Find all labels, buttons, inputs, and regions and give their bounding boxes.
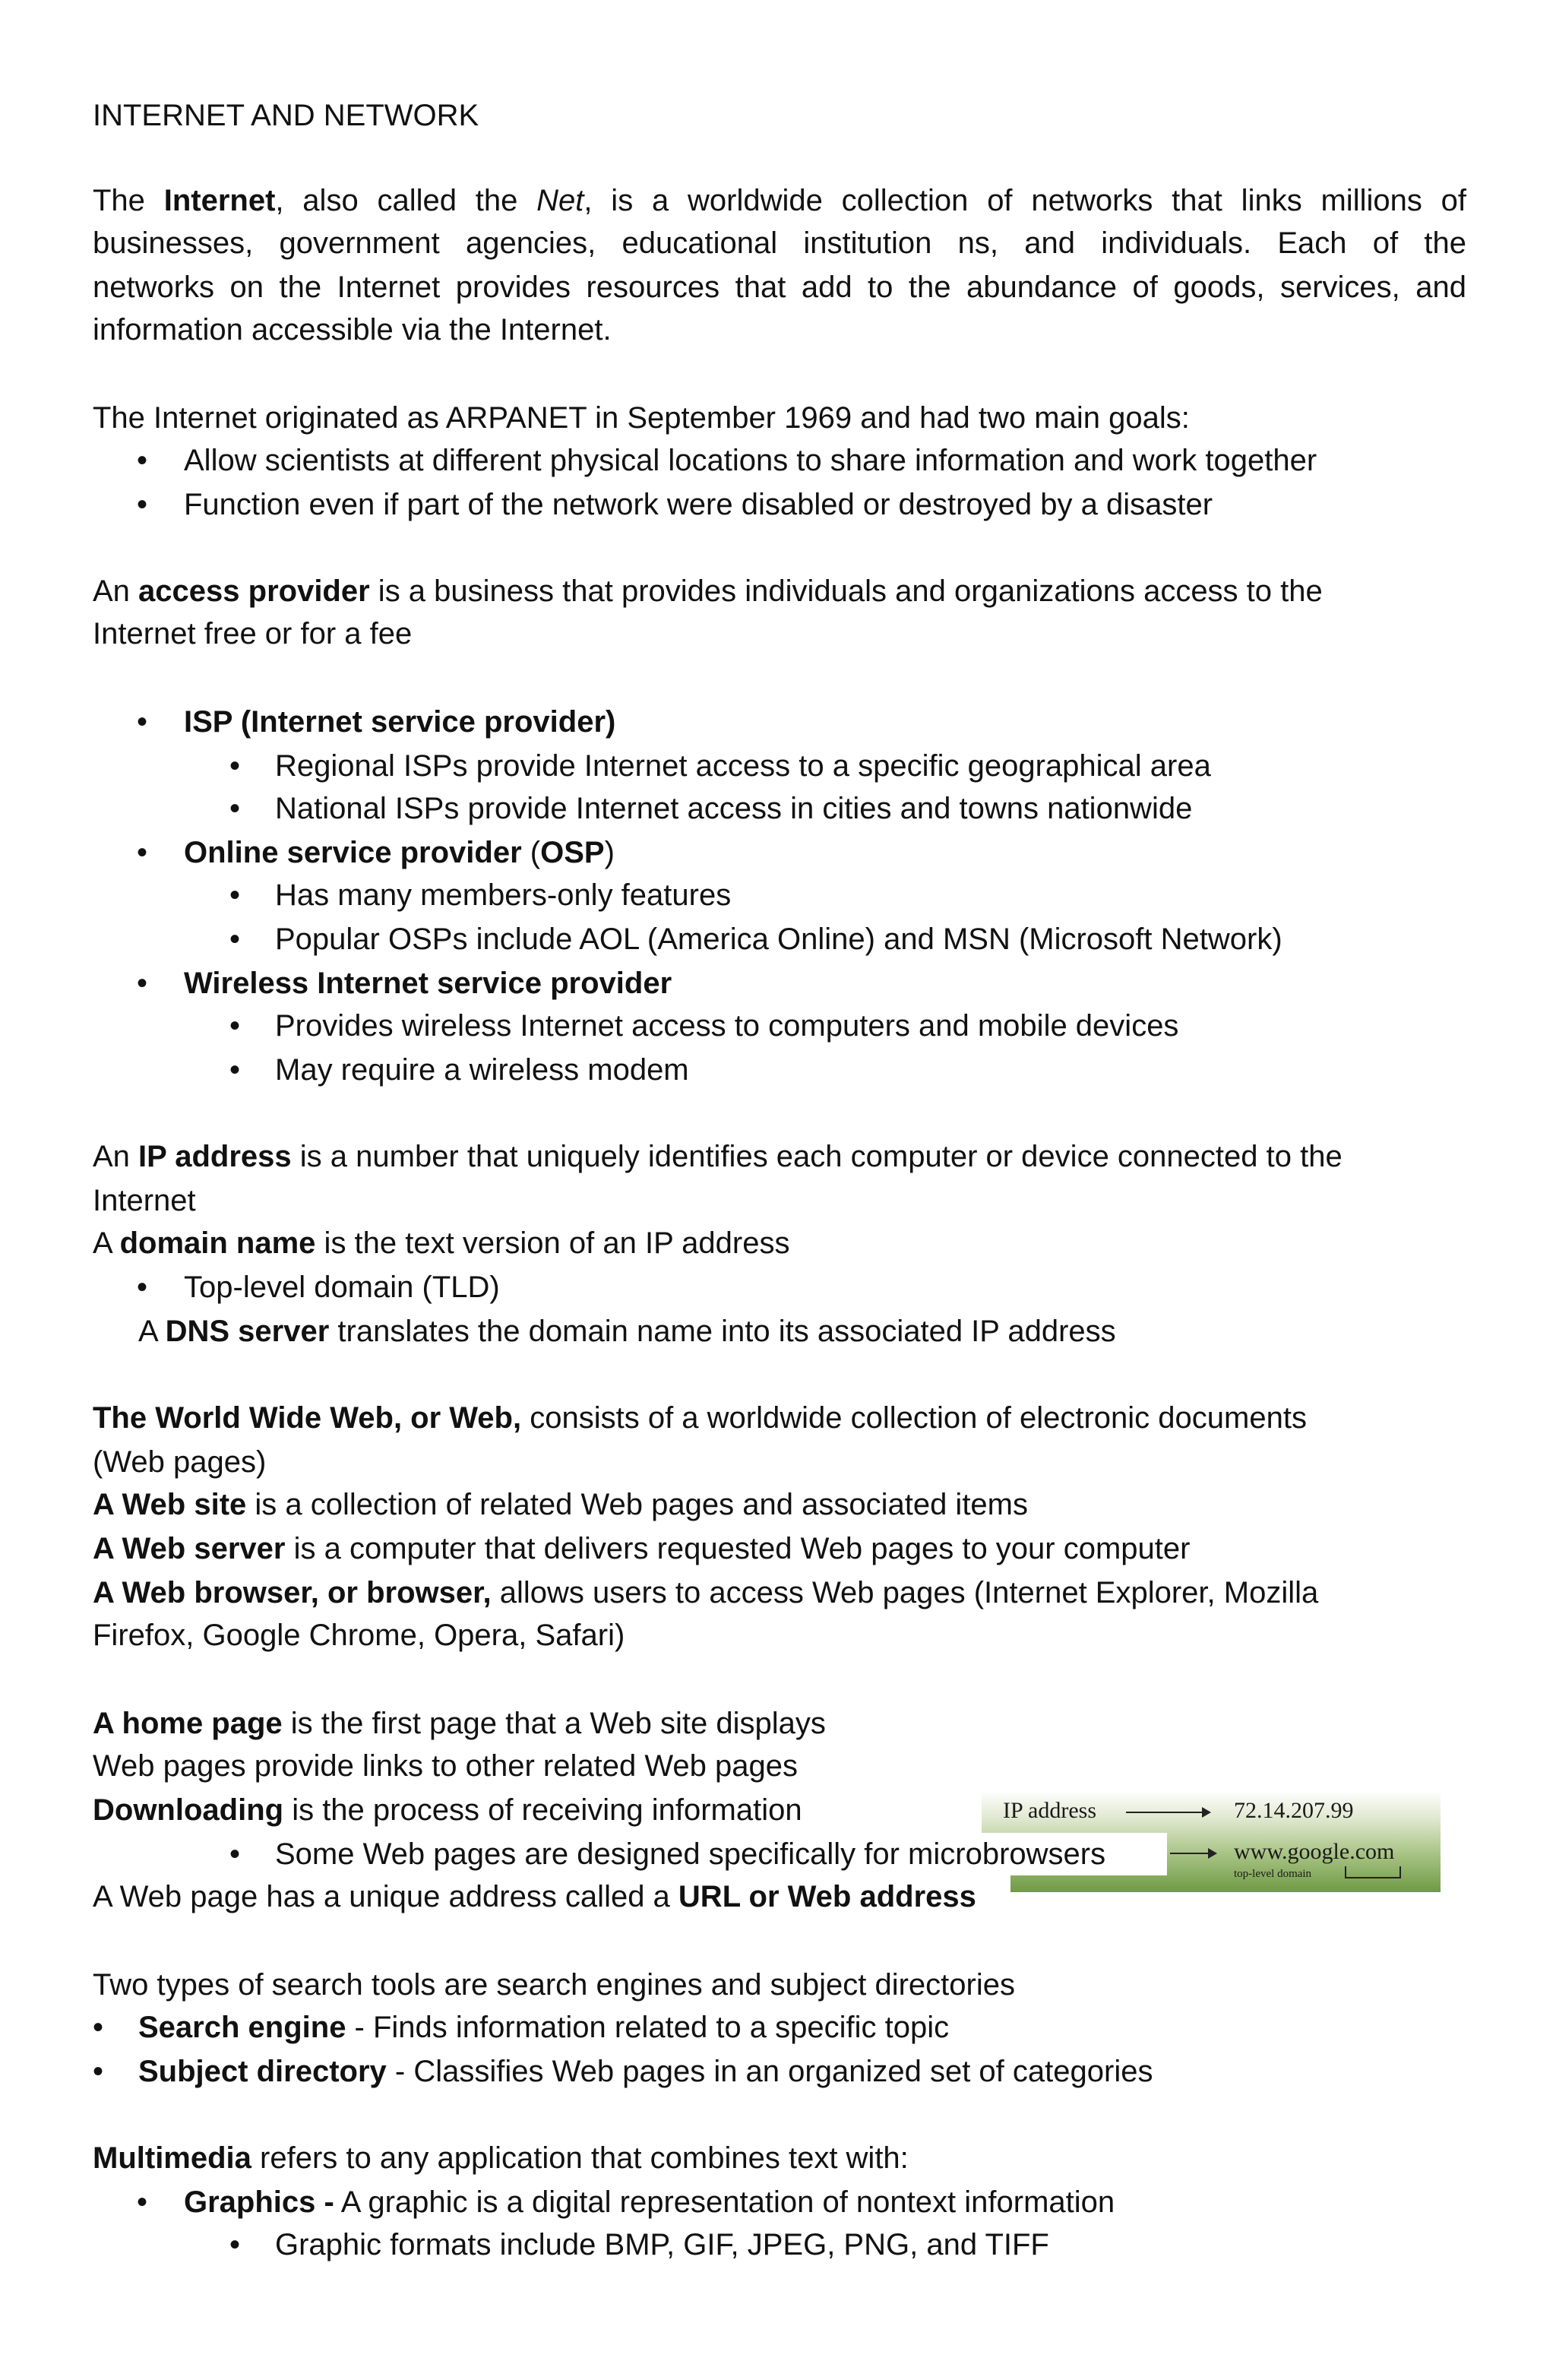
microbrowsers-item: Some Web pages are designed specifically for microbrowsers <box>275 1837 1106 1871</box>
subject-directory-item: Subject directory - Classifies Web pages in an organized set of categories <box>138 2055 1153 2088</box>
internet-paragraph-line-3: networks on the Internet provides resources that add to the abundance of goods, services, and <box>93 271 1466 304</box>
wisp-item-2: May require a wireless modem <box>275 1053 689 1087</box>
internet-paragraph-line-2: businesses, government agencies, educational institution ns, and individuals. Each of the <box>93 226 1466 260</box>
bullet: • <box>137 836 148 869</box>
arrow-icon <box>1126 1812 1210 1813</box>
wisp-title: Wireless Internet service provider <box>184 967 672 1000</box>
multimedia-line: Multimedia refers to any application that combines text with: <box>93 2141 909 2175</box>
arpanet-goal-2: Function even if part of the network were disabled or destroyed by a disaster <box>184 488 1213 521</box>
arpanet-intro: The Internet originated as ARPANET in September 1969 and had two main goals: <box>93 401 1190 435</box>
bullet: • <box>137 705 148 739</box>
ip-address-line-1: An IP address is a number that uniquely identifies each computer or device connected to the <box>93 1140 1343 1173</box>
internet-paragraph-line-4: information accessible via the Internet. <box>93 313 612 347</box>
web-browser-line-2: Firefox, Google Chrome, Opera, Safari) <box>93 1619 625 1652</box>
downloading-line: Downloading is the process of receiving information <box>93 1793 802 1827</box>
bracket-icon <box>1345 1866 1401 1878</box>
bullet: • <box>93 2055 104 2088</box>
bullet: • <box>137 967 148 1000</box>
graphic-formats-item: Graphic formats include BMP, GIF, JPEG, PNG, and TIFF <box>275 2228 1049 2261</box>
access-provider-line-1: An access provider is a business that provides individuals and organizations access to the <box>93 574 1323 608</box>
wisp-item-1: Provides wireless Internet access to computers and mobile devices <box>275 1009 1179 1043</box>
search-tools-intro: Two types of search tools are search engines and subject directories <box>93 1968 1015 2002</box>
bullet: • <box>229 878 241 912</box>
search-engine-item: Search engine - Finds information related to a specific topic <box>138 2011 950 2044</box>
www-line-2: (Web pages) <box>93 1445 267 1479</box>
bullet: • <box>229 1053 241 1087</box>
web-browser-line-1: A Web browser, or browser, allows users to access Web pages (Internet Explorer, Mozilla <box>93 1576 1319 1609</box>
bullet: • <box>229 2228 241 2261</box>
figure-ip-value: 72.14.207.99 <box>1234 1798 1354 1823</box>
domain-name-line: A domain name is the text version of an IP address <box>93 1226 790 1260</box>
isp-title: ISP (Internet service provider) <box>184 705 616 739</box>
bullet: • <box>229 1009 241 1043</box>
graphics-item: Graphics - A graphic is a digital representation of nontext information <box>184 2185 1115 2219</box>
web-server-line: A Web server is a computer that delivers requested Web pages to your computer <box>93 1532 1191 1565</box>
osp-item-2: Popular OSPs include AOL (America Online) and MSN (Microsoft Network) <box>275 923 1282 956</box>
arrow-icon <box>1170 1853 1216 1854</box>
bullet: • <box>229 749 241 783</box>
bullet: • <box>137 488 148 521</box>
bullet: • <box>137 1271 148 1304</box>
access-provider-line-2: Internet free or for a fee <box>93 617 413 650</box>
isp-item-national: National ISPs provide Internet access in cities and towns nationwide <box>275 792 1193 825</box>
bullet: • <box>229 792 241 825</box>
bullet: • <box>137 2185 148 2219</box>
bullet: • <box>229 1837 241 1871</box>
bullet: • <box>137 444 148 477</box>
isp-item-regional: Regional ISPs provide Internet access to a specific geographical area <box>275 749 1211 783</box>
osp-item-1: Has many members-only features <box>275 878 732 912</box>
web-site-line: A Web site is a collection of related Web pages and associated items <box>93 1488 1028 1521</box>
arpanet-goal-1: Allow scientists at different physical locations to share information and work together <box>184 444 1317 477</box>
osp-title: Online service provider (OSP) <box>184 836 615 869</box>
internet-paragraph-line-1: The Internet, also called the Net, is a worldwide collection of networks that links millions of <box>93 184 1466 217</box>
ip-address-line-2: Internet <box>93 1184 196 1217</box>
figure-domain-value: www.google.com <box>1234 1839 1395 1864</box>
figure-tld-label: top-level domain <box>1234 1868 1312 1880</box>
bullet: • <box>229 923 241 956</box>
url-line: A Web page has a unique address called a URL or Web address <box>93 1880 976 1913</box>
page-title: INTERNET AND NETWORK <box>93 99 479 132</box>
www-line-1: The World Wide Web, or Web, consists of a worldwide collection of electronic documents <box>93 1401 1307 1435</box>
bullet: • <box>93 2011 104 2044</box>
web-links-line: Web pages provide links to other related Web pages <box>93 1749 798 1783</box>
home-page-line: A home page is the first page that a Web site displays <box>93 1707 826 1740</box>
tld-item: Top-level domain (TLD) <box>184 1271 500 1304</box>
figure-ip-label: IP address <box>1003 1798 1097 1823</box>
dns-server-line: A DNS server translates the domain name into its associated IP address <box>138 1315 1116 1348</box>
